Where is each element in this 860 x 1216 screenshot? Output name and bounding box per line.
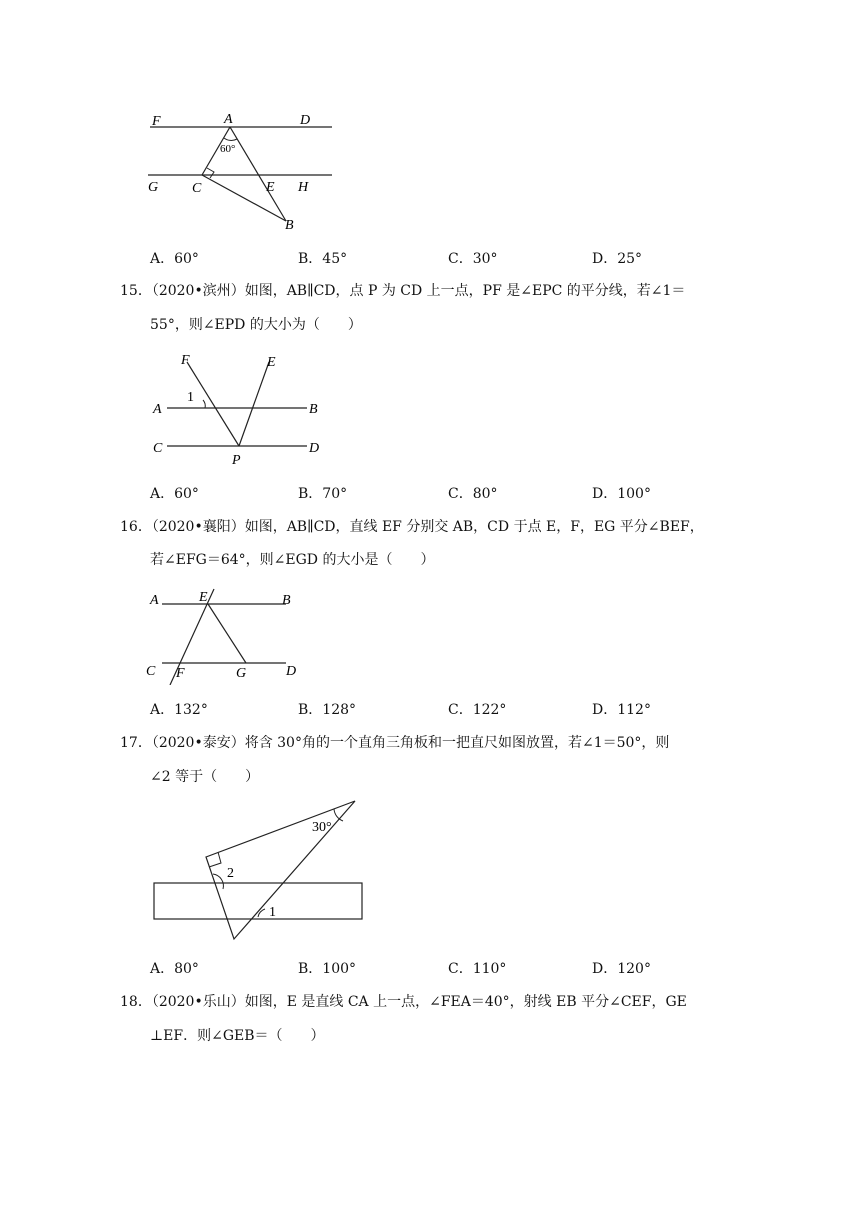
q15-label-D: D xyxy=(309,441,320,456)
q16-label-D: D xyxy=(286,664,297,679)
q14-option-a[interactable]: A．60° xyxy=(150,251,199,267)
q15-label-C: C xyxy=(153,441,163,456)
q15-label-B: B xyxy=(309,402,318,417)
q14-options xyxy=(150,248,710,268)
q16-option-c[interactable]: C．122° xyxy=(448,702,507,718)
q15-stem-line1: 15．（2020•滨州）如图，AB∥CD，点 P 为 CD 上一点，PF 是∠EPC 的平分线，若∠1＝ xyxy=(120,283,686,299)
q16-label-G: G xyxy=(236,666,247,681)
q14-diagram xyxy=(140,105,340,235)
q16-diagram xyxy=(140,585,340,685)
q14-label-E: E xyxy=(266,180,275,195)
q15-options xyxy=(150,483,710,503)
q14-option-c[interactable]: C．30° xyxy=(448,251,498,267)
q16-label-E: E xyxy=(199,590,208,605)
q18-stem-line2: ⊥EF．则∠GEB＝（ ） xyxy=(150,1028,325,1044)
q14-angle-label: 60° xyxy=(220,143,236,155)
q15-stem-line2: 55°，则∠EPD 的大小为（ ） xyxy=(150,317,362,333)
q16-label-A: A xyxy=(150,593,159,608)
q15-option-a[interactable]: A．60° xyxy=(150,486,199,502)
q16-options xyxy=(150,699,710,719)
q15-angle-1: 1 xyxy=(187,390,194,405)
q14-label-C: C xyxy=(192,181,202,196)
q17-option-c[interactable]: C．110° xyxy=(448,961,507,977)
q14-option-d[interactable]: D．25° xyxy=(592,251,643,267)
q15-option-c[interactable]: C．80° xyxy=(448,486,498,502)
q16-figure xyxy=(140,585,340,685)
q17-options xyxy=(150,958,710,978)
q16-option-a[interactable]: A．132° xyxy=(150,702,208,718)
q15-option-d[interactable]: D．100° xyxy=(592,486,651,502)
q16-label-C: C xyxy=(146,664,156,679)
q14-label-A: A xyxy=(224,112,233,127)
q14-label-B: B xyxy=(285,218,294,233)
q15-figure xyxy=(145,348,345,470)
q14-figure xyxy=(140,105,340,235)
q14-label-H: H xyxy=(298,180,309,195)
q16-label-B: B xyxy=(282,593,291,608)
q15-label-P: P xyxy=(232,453,241,468)
q16-label-F: F xyxy=(176,666,185,681)
q16-option-d[interactable]: D．112° xyxy=(592,702,651,718)
q17-option-a[interactable]: A．80° xyxy=(150,961,199,977)
q15-label-E: E xyxy=(267,355,276,370)
q17-angle-30: 30° xyxy=(312,820,332,835)
q14-label-D: D xyxy=(300,113,311,128)
q17-option-d[interactable]: D．120° xyxy=(592,961,651,977)
q14-label-G: G xyxy=(148,180,159,195)
q17-angle-1: 1 xyxy=(269,905,276,920)
q14-label-F: F xyxy=(152,114,161,129)
q15-option-b[interactable]: B．70° xyxy=(298,486,348,502)
q14-option-b[interactable]: B．45° xyxy=(298,251,348,267)
q15-label-F: F xyxy=(181,353,190,368)
q17-diagram xyxy=(145,795,375,945)
q17-stem-line2: ∠2 等于（ ） xyxy=(150,769,260,785)
q15-diagram xyxy=(145,348,345,470)
q16-option-b[interactable]: B．128° xyxy=(298,702,357,718)
q18-stem-line1: 18．（2020•乐山）如图，E 是直线 CA 上一点，∠FEA＝40°，射线 EB 平分∠CEF，GE xyxy=(120,994,687,1010)
q16-stem-line1: 16．（2020•襄阳）如图，AB∥CD，直线 EF 分别交 AB，CD 于点 E，F，EG 平分∠BEF， xyxy=(120,519,704,535)
ruler xyxy=(154,883,362,919)
q17-figure xyxy=(145,795,375,945)
q17-stem-line1: 17．（2020•泰安）将含 30°角的一个直角三角板和一把直尺如图放置，若∠1＝50°，则 xyxy=(120,735,670,751)
q17-angle-2: 2 xyxy=(227,866,234,881)
q17-option-b[interactable]: B．100° xyxy=(298,961,357,977)
q16-stem-line2: 若∠EFG＝64°，则∠EGD 的大小是（ ） xyxy=(150,552,435,568)
q15-label-A: A xyxy=(153,402,162,417)
